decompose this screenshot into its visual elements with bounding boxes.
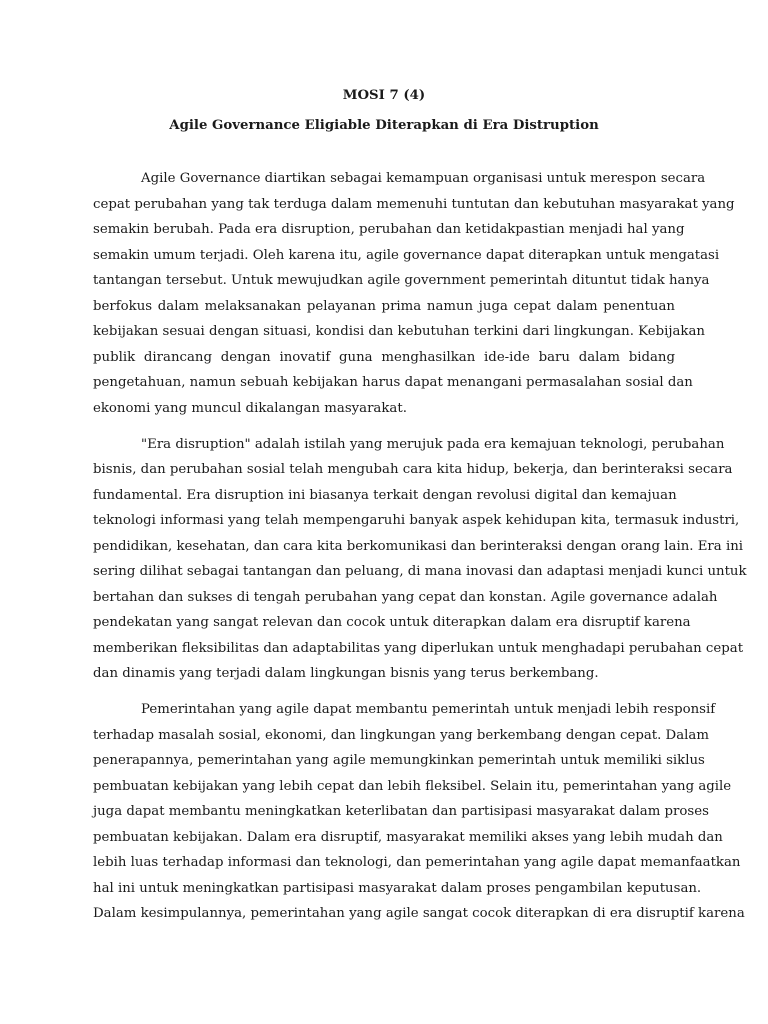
text-line: cepat perubahan yang tak terduga dalam memenuhi tuntutan dan kebutuhan masyarakat yang: [93, 196, 735, 212]
text-line: semakin berubah. Pada era disruption, perubahan dan ketidakpastian menjadi hal yang: [93, 222, 685, 237]
text-line: juga dapat membantu meningkatkan keterlibatan dan partisipasi masyarakat dalam proses: [93, 804, 709, 820]
text-line: hal ini untuk meningkatkan partisipasi masyarakat dalam proses pengambilan keputusan.: [93, 880, 702, 896]
text-line: pendidikan, kesehatan, dan cara kita berkomunikasi dan berinteraksi dengan orang lain. Era ini: [93, 538, 744, 554]
text-line: penerapannya, pemerintahan yang agile memungkinkan pemerintah untuk memiliki siklus: [93, 753, 705, 769]
text-line: bisnis, dan perubahan sosial telah mengubah cara kita hidup, bekerja, dan berinteraksi secara: [93, 462, 733, 478]
text-line: teknologi informasi yang telah mempengaruhi banyak aspek kehidupan kita, termasuk industri,: [93, 513, 740, 529]
paragraph: [93, 697, 745, 927]
document-heading: MOSI 7 (4): [342, 88, 426, 103]
text-line: fundamental. Era disruption ini biasanya terkait dengan revolusi digital dan kemajuan: [93, 487, 677, 503]
text-line: lebih luas terhadap informasi dan teknologi, dan pemerintahan yang agile dapat memanfaatkan: [93, 855, 741, 871]
text-line: Dalam kesimpulannya, pemerintahan yang agile sangat cocok diterapkan di era disruptif karena: [93, 906, 745, 922]
text-line: "Era disruption" adalah istilah yang merujuk pada era kemajuan teknologi, perubahan: [141, 436, 725, 452]
text-line: pembuatan kebijakan. Dalam era disruptif, masyarakat memiliki akses yang lebih mudah dan: [93, 829, 723, 845]
text-line: sering dilihat sebagai tantangan dan peluang, di mana inovasi dan adaptasi menjadi kunci untuk: [93, 564, 747, 580]
text-line: terhadap masalah sosial, ekonomi, dan lingkungan yang berkembang dengan cepat. Dalam: [93, 727, 709, 743]
text-line: pembuatan kebijakan yang lebih cepat dan lebih fleksibel. Selain itu, pemerintahan yang agile: [93, 778, 732, 794]
text-line: pendekatan yang sangat relevan dan cocok untuk diterapkan dalam era disruptif karena: [93, 615, 691, 631]
text-line: publik dirancang dengan inovatif guna menghasilkan ide-ide baru dalam bidang: [93, 349, 675, 365]
document-body: [93, 166, 747, 938]
paragraph: [93, 432, 747, 687]
text-line: tantangan tersebut. Untuk mewujudkan agile government pemerintah dituntut tidak hanya: [93, 273, 710, 288]
text-line: dan dinamis yang terjadi dalam lingkungan bisnis yang terus berkembang.: [93, 666, 599, 682]
text-line: berfokus dalam melaksanakan pelayanan prima namun juga cepat dalam penentuan: [93, 298, 675, 314]
text-line: ekonomi yang muncul dikalangan masyarakat.: [93, 400, 407, 416]
text-line: pengetahuan, namun sebuah kebijakan harus dapat menangani permasalahan sosial dan: [93, 375, 693, 390]
document-title: Agile Governance Eligiable Diterapkan di Era Distruption: [169, 118, 599, 133]
text-line: kebijakan sesuai dengan situasi, kondisi dan kebutuhan terkini dari lingkungan. Kebijakan: [93, 324, 705, 339]
text-line: bertahan dan sukses di tengah perubahan yang cepat dan konstan. Agile governance adalah: [93, 589, 718, 605]
text-line: Agile Governance diartikan sebagai kemampuan organisasi untuk merespon secara: [141, 171, 706, 186]
text-line: semakin umum terjadi. Oleh karena itu, agile governance dapat diterapkan untuk mengatasi: [93, 247, 720, 263]
text-line: Pemerintahan yang agile dapat membantu pemerintah untuk menjadi lebih responsif: [141, 702, 716, 718]
text-line: memberikan fleksibilitas dan adaptabilitas yang diperlukan untuk menghadapi perubahan cepat: [93, 640, 744, 656]
paragraph: [93, 166, 735, 421]
